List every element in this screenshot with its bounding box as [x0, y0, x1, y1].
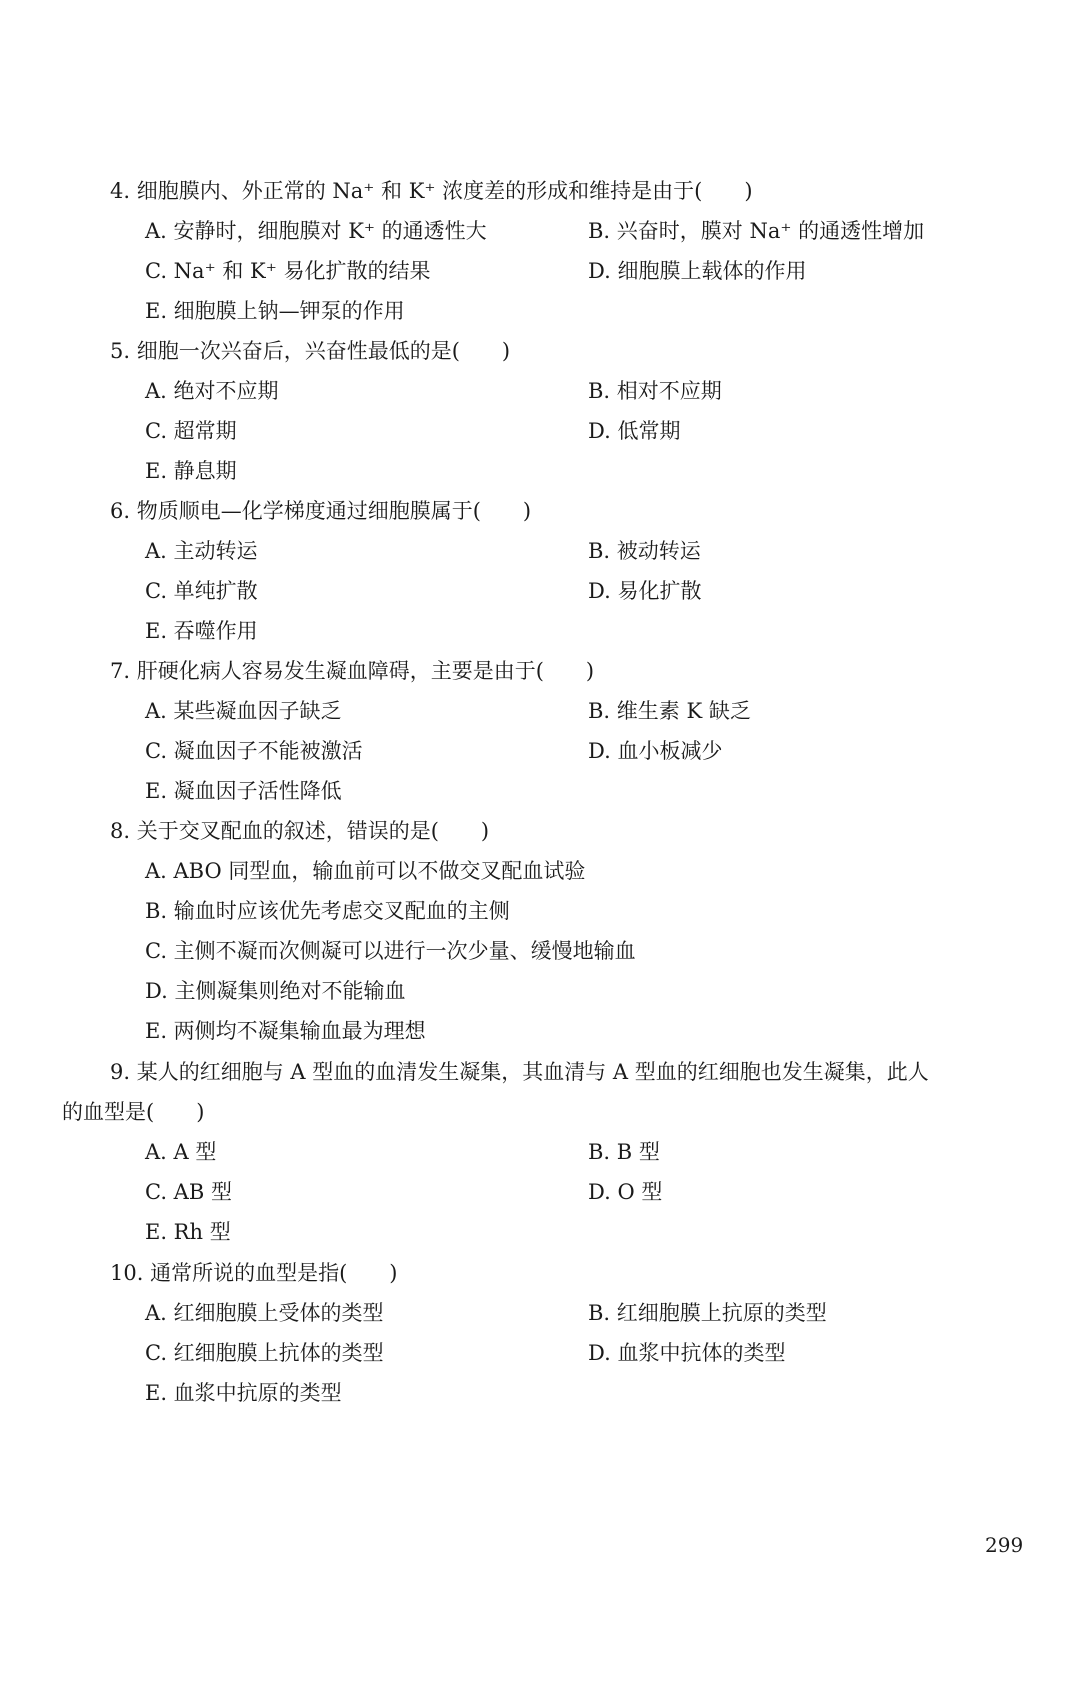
question-10-option-c: C. 红细胞膜上抗体的类型	[145, 1341, 384, 1365]
question-9-stem: 9. 某人的红细胞与 A 型血的血清发生凝集，其血清与 A 型血的红细胞也发生凝集，此人	[110, 1060, 929, 1084]
question-5-option-a: A. 绝对不应期	[145, 379, 279, 403]
question-7-option-a: A. 某些凝血因子缺乏	[145, 699, 342, 723]
question-7-option-e: E. 凝血因子活性降低	[145, 779, 342, 803]
question-8-option-d: D. 主侧凝集则绝对不能输血	[145, 979, 406, 1003]
question-6-stem: 6. 物质顺电—化学梯度通过细胞膜属于( )	[110, 499, 532, 523]
question-4-option-b: B. 兴奋时，膜对 Na⁺ 的通透性增加	[588, 219, 925, 243]
question-6-option-c: C. 单纯扩散	[145, 579, 258, 603]
question-9-stem-continued: 的血型是( )	[62, 1100, 205, 1124]
question-10-option-e: E. 血浆中抗原的类型	[145, 1381, 342, 1405]
question-5-option-d: D. 低常期	[588, 419, 681, 443]
question-6-option-a: A. 主动转运	[145, 539, 258, 563]
question-6-option-b: B. 被动转运	[588, 539, 701, 563]
question-9-option-d: D. O 型	[588, 1180, 663, 1204]
page-number: 299	[985, 1533, 1024, 1557]
question-8-option-e: E. 两侧均不凝集输血最为理想	[145, 1019, 426, 1043]
question-7-option-c: C. 凝血因子不能被激活	[145, 739, 363, 763]
question-4-option-d: D. 细胞膜上载体的作用	[588, 259, 807, 283]
question-4-option-c: C. Na⁺ 和 K⁺ 易化扩散的结果	[145, 259, 431, 283]
question-7-stem: 7. 肝硬化病人容易发生凝血障碍，主要是由于( )	[110, 659, 595, 683]
question-4-option-e: E. 细胞膜上钠—钾泵的作用	[145, 299, 405, 323]
question-10-option-d: D. 血浆中抗体的类型	[588, 1341, 786, 1365]
question-5-stem: 5. 细胞一次兴奋后，兴奋性最低的是( )	[110, 339, 511, 363]
question-9-option-b: B. B 型	[588, 1140, 660, 1164]
question-8-option-b: B. 输血时应该优先考虑交叉配血的主侧	[145, 899, 510, 923]
question-8-option-a: A. ABO 同型血，输血前可以不做交叉配血试验	[145, 859, 586, 883]
question-9-option-a: A. A 型	[145, 1140, 217, 1164]
question-5-option-e: E. 静息期	[145, 459, 237, 483]
question-8-option-c: C. 主侧不凝而次侧凝可以进行一次少量、缓慢地输血	[145, 939, 636, 963]
question-10-option-b: B. 红细胞膜上抗原的类型	[588, 1301, 827, 1325]
question-8-stem: 8. 关于交叉配血的叙述，错误的是( )	[110, 819, 490, 843]
question-5-option-b: B. 相对不应期	[588, 379, 722, 403]
question-7-option-b: B. 维生素 K 缺乏	[588, 699, 751, 723]
question-4-option-a: A. 安静时，细胞膜对 K⁺ 的通透性大	[145, 219, 487, 243]
question-5-option-c: C. 超常期	[145, 419, 237, 443]
question-6-option-e: E. 吞噬作用	[145, 619, 258, 643]
question-10-stem: 10. 通常所说的血型是指( )	[110, 1261, 398, 1285]
question-4-stem: 4. 细胞膜内、外正常的 Na⁺ 和 K⁺ 浓度差的形成和维持是由于( )	[110, 179, 753, 203]
question-9-option-c: C. AB 型	[145, 1180, 232, 1204]
question-6-option-d: D. 易化扩散	[588, 579, 702, 603]
question-9-option-e: E. Rh 型	[145, 1220, 231, 1244]
question-7-option-d: D. 血小板减少	[588, 739, 723, 763]
question-10-option-a: A. 红细胞膜上受体的类型	[145, 1301, 384, 1325]
